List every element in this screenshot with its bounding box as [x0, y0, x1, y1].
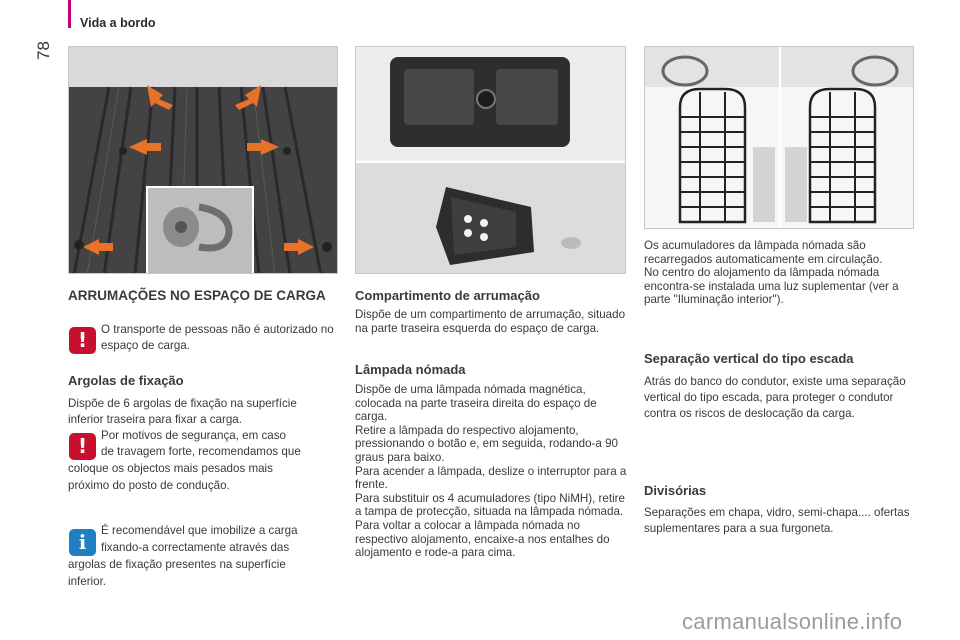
- ladder-partition-text: Atrás do banco do condutor, existe uma separação vertical do tipo escada, para proteger o condutor contra os riscos de deslocação da carga.: [644, 375, 906, 421]
- storage-compartment-title: Compartimento de arrumação: [355, 288, 540, 303]
- cargo-floor-photo: [68, 46, 338, 274]
- nomadic-lamp-title: Lâmpada nómada: [355, 362, 466, 377]
- lashing-rings-text-line1: Dispõe de 6 argolas de fixação na superfície: [68, 397, 297, 410]
- info-line1: É recomendável que imobilize a carga: [101, 524, 298, 537]
- exclamation-icon: !: [69, 327, 96, 354]
- nomadic-lamp-text: Dispõe de uma lâmpada nómada magnética, colocada na parte traseira direita do espaço de carga. Retire a lâmpada do respectivo alojamento, pressionando o botão e, em seguida, rodando-a 90 graus para baixo. Para acender a lâmpada, deslize o interruptor para a frente. Para substituir os 4 acumuladores (tipo NiMH), retire a tampa de protecção, situada na lâmpada nómada. Para voltar a colocar a lâmpada nómada no respectivo alojamento, encaixe-a nos entalhes do alojamento e rode-a para cima.: [355, 383, 627, 560]
- section-accent-bar: [68, 0, 71, 28]
- lashing-rings-text-line2: inferior traseira para fixar a carga.: [68, 413, 242, 426]
- ladder-partition-photo: [644, 46, 914, 229]
- warning-passengers-text: O transporte de pessoas não é autorizado no espaço de carga.: [101, 323, 334, 353]
- cargo-storage-title: ARRUMAÇÕES NO ESPAÇO DE CARGA: [68, 288, 326, 303]
- dividers-title: Divisórias: [644, 483, 707, 498]
- warning-braking-line3: coloque os objectos mais pesados mais: [68, 462, 273, 475]
- storage-lamp-photo: [355, 46, 626, 274]
- lashing-rings-title: Argolas de fixação: [68, 373, 184, 388]
- watermark: carmanualsonline.info: [682, 609, 903, 634]
- warning-braking-line2: de travagem forte, recomendamos que: [101, 445, 301, 458]
- info-line2: fixando-a correctamente através das: [101, 541, 290, 554]
- info-line3: argolas de fixação presentes na superfície: [68, 558, 286, 571]
- info-icon: i: [69, 529, 96, 556]
- info-line4: inferior.: [68, 575, 107, 588]
- section-header: Vida a bordo: [80, 16, 156, 30]
- warning-braking-line1: Por motivos de segurança, em caso: [101, 429, 286, 442]
- dividers-text: Separações em chapa, vidro, semi-chapa.... ofertas suplementares para a sua furgoneta.: [644, 506, 910, 536]
- nomadic-lamp-continued-text: Os acumuladores da lâmpada nómada são recarregados automaticamente em circulação. No centro do alojamento da lâmpada nómada encontra-se instalada uma luz suplementar (ver a parte "Iluminação interior").: [644, 239, 899, 307]
- exclamation-icon: !: [69, 433, 96, 460]
- page-number: 78: [34, 41, 53, 60]
- ladder-partition-title: Separação vertical do tipo escada: [644, 351, 854, 366]
- storage-compartment-text: Dispõe de um compartimento de arrumação, situado na parte traseira esquerda do espaço de carga.: [355, 308, 626, 335]
- warning-braking-line4: próximo do posto de condução.: [68, 479, 230, 492]
